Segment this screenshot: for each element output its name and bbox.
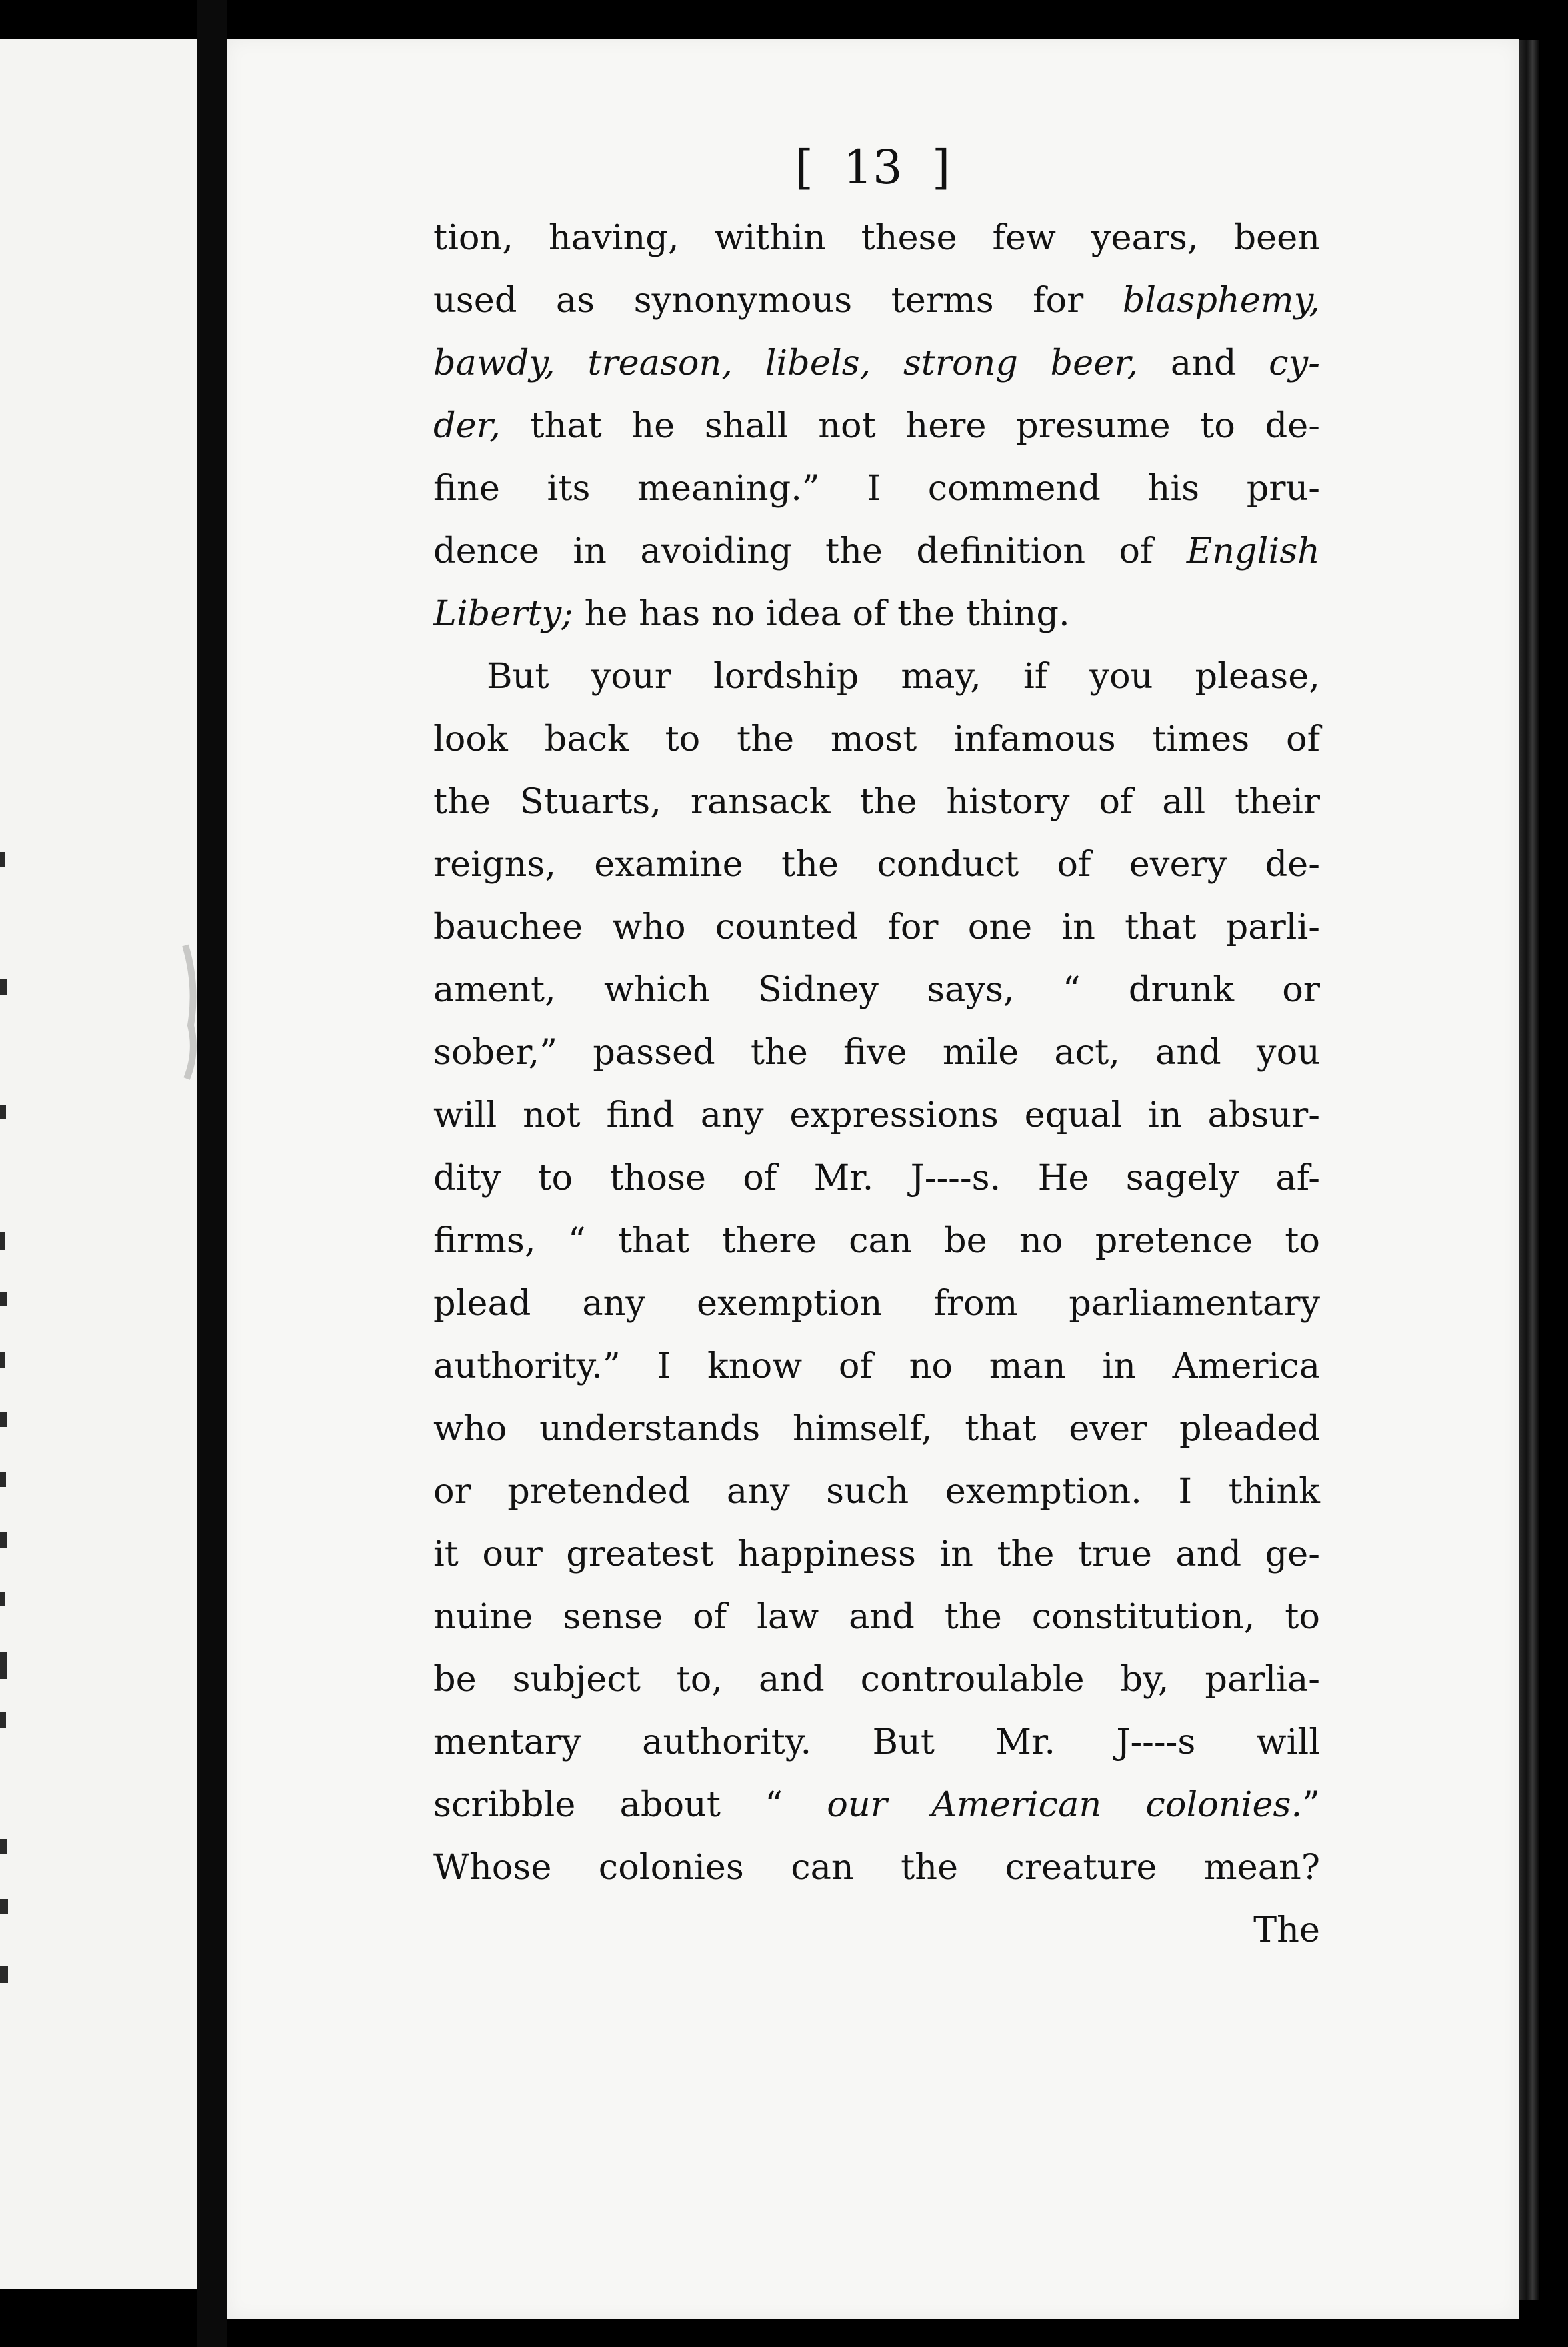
text-line [433,771,1320,833]
text-line [433,395,1320,457]
facing-page-show-through [0,39,197,2289]
italic-text: bawdy, treason, libels, strong beer, [433,343,1139,383]
text-line [433,959,1320,1021]
text-run: reigns, examine the conduct of every de- [433,844,1320,885]
text-run: who understands himself, that ever pleaded [433,1408,1320,1449]
text-run: nuine sense of law and the constitution, to [433,1596,1320,1637]
text-line [433,645,1320,708]
book-gutter [197,0,227,2347]
text-line [433,1147,1320,1210]
text-run: look back to the most infamous times of [433,719,1320,759]
text-run: or pretended any such exemption. I think [433,1471,1320,1512]
text-line [433,583,1320,645]
text-line [433,896,1320,959]
text-line [433,1272,1320,1335]
text-line [433,1774,1320,1836]
text-run: and [1138,343,1269,383]
text-line [433,1398,1320,1460]
text-run: that he shall not here presume to de- [500,405,1320,446]
text-run: scribble about “ [433,1784,827,1825]
text-line [433,833,1320,896]
catchword: The [1253,1910,1320,1950]
text-line [433,457,1320,520]
text-run: plead any exemption from parliamentary [433,1283,1320,1324]
text-run: ament, which Sidney says, “ drunk or [433,969,1320,1010]
text-line [433,1523,1320,1586]
body-text [433,207,1320,1962]
italic-text: our American colonies. [827,1784,1303,1825]
text-line [433,1586,1320,1648]
text-run: dence in avoiding the definition of [433,531,1187,571]
text-run: sober,” passed the five mile act, and you [433,1032,1320,1073]
text-line [433,1648,1320,1711]
text-run: ” [1302,1784,1320,1825]
text-line [433,269,1320,332]
text-run: the Stuarts, ransack the history of all their [433,781,1320,822]
italic-text: cy- [1269,343,1320,383]
facing-page-edge [0,39,197,2289]
text-run: bauchee who counted for one in that parli- [433,907,1320,947]
italic-text: der, [433,405,501,446]
text-run: used as synonymous terms for [433,280,1123,321]
text-line [433,1460,1320,1523]
text-line [433,332,1320,395]
text-line [433,1084,1320,1147]
text-line [433,708,1320,771]
page-number-header: [ 13 ] [795,140,951,195]
text-line [433,520,1320,583]
italic-text: English [1186,531,1320,571]
text-run: will not find any expressions equal in absur- [433,1095,1320,1135]
text-run: mentary authority. But Mr. J----s will [433,1722,1320,1762]
text-line [433,1836,1320,1899]
text-line [433,1335,1320,1398]
text-run: it our greatest happiness in the true and ge- [433,1534,1320,1574]
text-run: firms, “ that there can be no pretence to [433,1220,1320,1261]
text-line [433,207,1320,269]
text-run: authority.” I know of no man in America [433,1346,1320,1386]
text-run: dity to those of Mr. J----s. He sagely af- [433,1157,1320,1198]
italic-text: blasphemy, [1122,280,1320,321]
text-run: Whose colonies can the creature mean? [433,1847,1320,1888]
text-line [433,1021,1320,1084]
text-run: tion, having, within these few years, been [433,217,1320,258]
text-line [433,1210,1320,1272]
text-line [433,1711,1320,1774]
page-stack-edge [1519,40,1539,2300]
text-run: fine its meaning.” I commend his pru- [433,468,1320,509]
text-run: he has no idea of the thing. [573,593,1070,634]
text-run: be subject to, and controulable by, parlia- [433,1659,1320,1700]
italic-text: Liberty; [433,593,573,634]
text-run: But your lordship may, if you please, [487,656,1320,697]
